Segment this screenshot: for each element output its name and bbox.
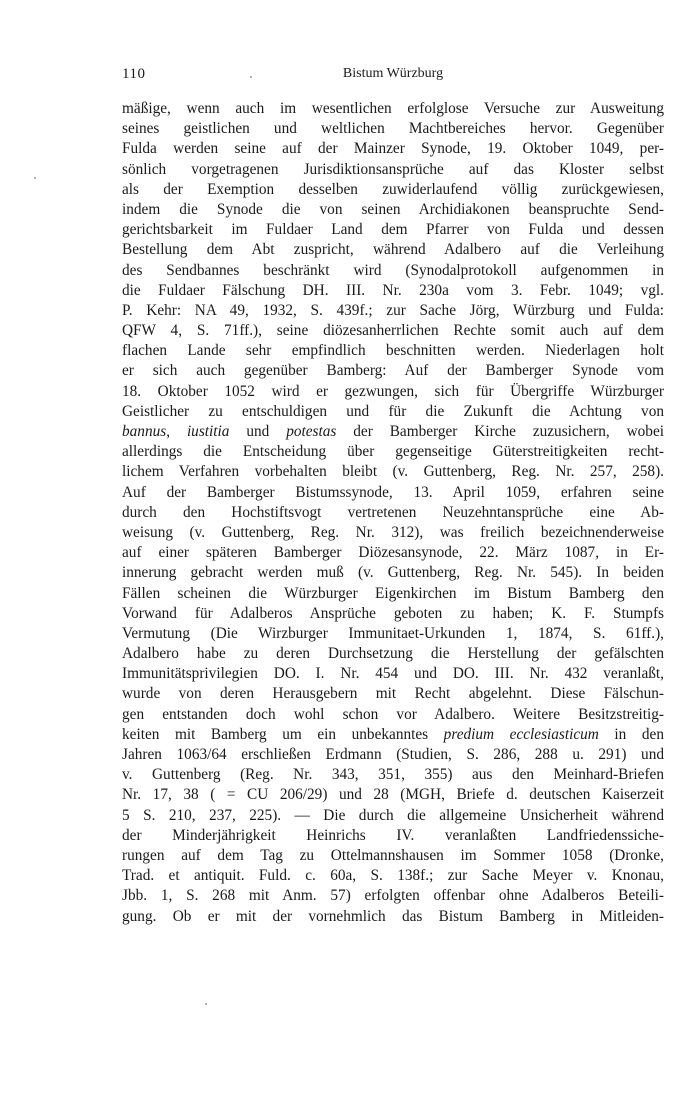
text-segment: Jahren 1063/64 erschließen Erdmann (Studien, S. 286, 288 u. 291) und: [122, 746, 664, 763]
running-title: Bistum Würzburg: [342, 66, 444, 81]
text-segment: 5 S. 210, 237, 225). — Die durch die allgemeine Unsicherheit während: [122, 806, 664, 824]
text-line: [122, 584, 664, 604]
text-segment: indem die Synode die von seinen Archidiakonen beanspruchte Send-: [122, 200, 664, 218]
text-segment: Vorwand für Adalberos Ansprüche geboten zu haben; K. F. Stumpfs: [122, 604, 664, 622]
text-line: [122, 745, 664, 765]
text-line: [122, 220, 664, 240]
text-line: [122, 361, 664, 381]
text-segment: Adalbero habe zu deren Durchsetzung die Herstellung der gefälschten: [122, 645, 664, 663]
text-segment: rungen auf dem Tag zu Ottelmannshausen im Sommer 1058 (Dronke,: [122, 846, 664, 864]
text-segment: Immunitätsprivilegien DO. I. Nr. 454 und DO. III. Nr. 432 veranlaßt,: [122, 665, 664, 683]
text-segment: 18. Oktober 1052 wird er gezwungen, sich für Übergriffe Würzburger: [122, 382, 664, 400]
text-segment: als der Exemption desselben zuwiderlaufend völlig zurückgewiesen,: [122, 180, 664, 198]
text-line: [122, 725, 664, 745]
text-line: [122, 200, 664, 220]
text-segment: P. Kehr: NA 49, 1932, S. 439f.; zur Sache Jörg, Würzburg und Fulda:: [122, 301, 664, 319]
paper-speck: [250, 76, 252, 78]
text-line: [122, 180, 664, 200]
italic-term: potestas: [286, 423, 337, 440]
text-segment: er sich auch gegenüber Bamberg: Auf der Bamberger Synode vom: [122, 362, 664, 380]
text-line: [122, 523, 664, 543]
text-line: [122, 261, 664, 281]
text-line: [122, 483, 664, 503]
text-line: [122, 281, 664, 301]
paper-speck: [34, 177, 36, 179]
text-line: [122, 341, 664, 361]
text-line: [122, 301, 664, 321]
text-segment: Jbb. 1, S. 268 mit Anm. 57) erfolgten offenbar ohne Adalberos Beteili-: [122, 887, 664, 905]
text-segment: Trad. et antiquit. Fuld. c. 60a, S. 138f.; zur Sache Meyer v. Knonau,: [122, 867, 664, 885]
text-segment: auf einer späteren Bamberger Diözesansynode, 22. März 1087, in Er-: [122, 544, 664, 562]
italic-term: iustitia: [186, 423, 230, 440]
text-segment: Fulda werden seine auf der Mainzer Synode, 19. Oktober 1049, per-: [122, 140, 664, 158]
text-line: [122, 321, 664, 341]
text-segment: gung. Ob er mit der vornehmlich das Bistum Bamberg in Mitleiden-: [122, 907, 664, 925]
text-segment: mäßige, wenn auch im wesentlichen erfolglose Versuche zur Ausweitung: [122, 100, 664, 117]
text-line: [122, 99, 664, 119]
page-number: 110: [122, 66, 146, 82]
text-line: [122, 886, 664, 906]
text-line: [122, 826, 664, 846]
text-line: [122, 422, 664, 442]
text-line: [122, 866, 664, 886]
text-segment: der Bamberger Kirche zuzusichern, wobei: [336, 423, 664, 440]
text-line: [122, 684, 664, 704]
text-segment: seines geistlichen und weltlichen Machtbereiches hervor. Gegenüber: [122, 120, 664, 138]
text-segment: Geistlicher zu entschuldigen und für die Zukunft die Achtung von: [122, 402, 664, 420]
text-segment: Auf der Bamberger Bistumssynode, 13. April 1059, erfahren seine: [122, 483, 664, 501]
text-line: [122, 382, 664, 402]
text-segment: innerung gebracht werden muß (v. Guttenberg, Reg. Nr. 545). In beiden: [122, 564, 664, 582]
text-segment: die Fuldaer Fälschung DH. III. Nr. 230a vom 3. Febr. 1049; vgl.: [122, 281, 664, 299]
text-line: [122, 846, 664, 866]
text-line: [122, 705, 664, 725]
text-segment: und: [229, 423, 287, 440]
text-line: [122, 119, 664, 139]
text-segment: des Sendbannes beschränkt wird (Synodalprotokoll aufgenommen in: [122, 261, 664, 279]
text-line: [122, 442, 664, 462]
text-segment: weisung (v. Guttenberg, Reg. Nr. 312), was freilich bezeichnenderweise: [122, 523, 664, 541]
text-line: [122, 563, 664, 583]
body-text: [122, 99, 664, 927]
text-line: [122, 785, 664, 805]
text-segment: Fällen scheinen die Würzburger Eigenkirchen im Bistum Bamberg den: [122, 584, 664, 602]
text-line: [122, 139, 664, 159]
running-head: [122, 66, 664, 88]
text-segment: Bestellung dem Abt zuspricht, während Adalbero auf die Verleihung: [122, 241, 664, 259]
text-line: [122, 664, 664, 684]
text-line: [122, 462, 664, 482]
text-segment: flachen Lande sehr empfindlich beschnitten werden. Niederlagen holt: [122, 342, 664, 360]
text-line: [122, 240, 664, 260]
text-segment: in den: [598, 725, 664, 743]
text-line: [122, 806, 664, 826]
text-line: [122, 402, 664, 422]
italic-term: bannus: [122, 423, 167, 440]
text-line: [122, 503, 664, 523]
text-segment: gen entstanden doch wohl schon vor Adalbero. Weitere Besitzstreitig-: [122, 705, 664, 723]
text-segment: ,: [166, 423, 187, 440]
text-segment: QFW 4, S. 71ff.), seine diözesanherrlichen Rechte somit auch auf dem: [122, 322, 664, 340]
text-segment: gerichtsbarkeit im Fuldaer Land dem Pfarrer von Fulda und dessen: [122, 221, 664, 239]
text-line: [122, 907, 664, 927]
text-line: [122, 543, 664, 563]
text-segment: der Minderjährigkeit Heinrichs IV. veranlaßten Landfriedenssiche-: [122, 826, 664, 844]
paper-speck: [205, 1003, 207, 1005]
text-line: [122, 644, 664, 664]
text-line: [122, 160, 664, 180]
text-segment: v. Guttenberg (Reg. Nr. 343, 351, 355) aus den Meinhard-Briefen: [122, 766, 664, 784]
text-line: [122, 765, 664, 785]
text-line: [122, 604, 664, 624]
text-segment: durch den Hochstiftsvogt vertretenen Neuzehntansprüche eine Ab-: [122, 503, 664, 521]
text-segment: wurde von deren Herausgebern mit Recht abgelehnt. Diese Fälschun-: [122, 685, 664, 703]
text-segment: allerdings die Entscheidung über gegenseitige Güterstreitigkeiten recht-: [122, 443, 664, 461]
text-segment: keiten mit Bamberg um ein unbekanntes: [122, 725, 444, 743]
text-line: [122, 624, 664, 644]
text-segment: Vermutung (Die Wirzburger Immunitaet-Urkunden 1, 1874, S. 61ff.),: [122, 624, 664, 642]
text-segment: sönlich vorgetragenen Jurisdiktionsansprüche auf das Kloster selbst: [122, 160, 664, 178]
text-segment: Nr. 17, 38 ( = CU 206/29) und 28 (MGH, Briefe d. deutschen Kaiserzeit: [122, 786, 664, 804]
text-segment: lichem Verfahren vorbehalten bleibt (v. Guttenberg, Reg. Nr. 257, 258).: [122, 463, 664, 481]
italic-term: predium ecclesiasticum: [443, 725, 599, 743]
